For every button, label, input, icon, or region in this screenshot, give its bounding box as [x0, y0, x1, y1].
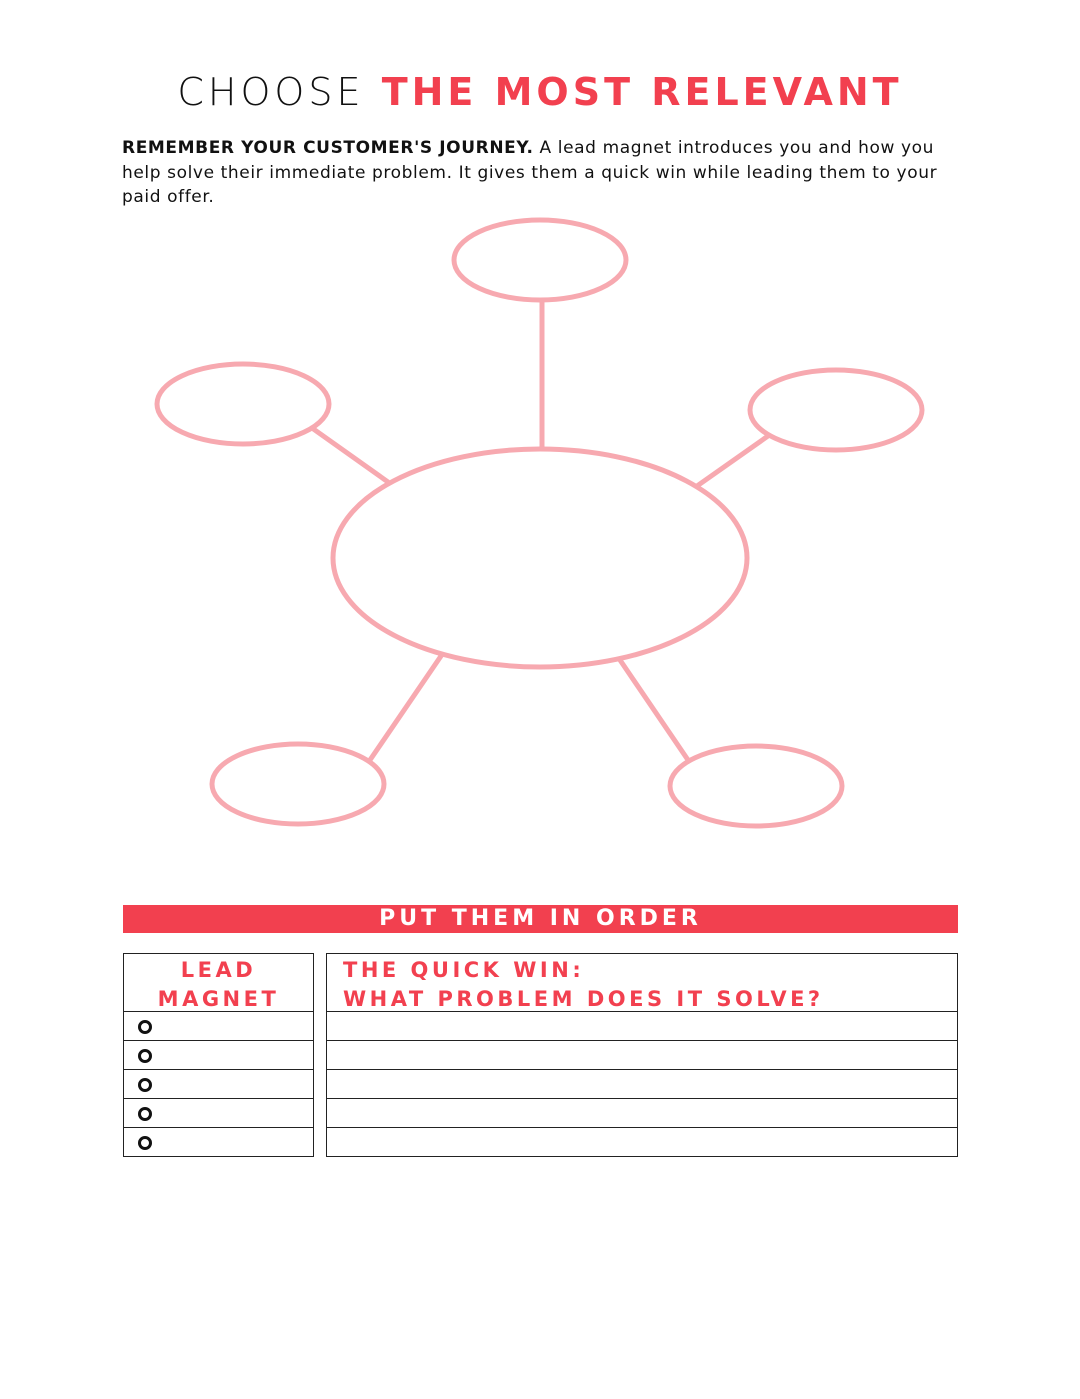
quick-win-column [326, 953, 958, 1157]
connector-bottom-right [620, 660, 688, 760]
intro-lead: REMEMBER YOUR CUSTOMER'S JOURNEY. [122, 138, 534, 158]
quick-win-row[interactable] [327, 1012, 957, 1041]
lead-magnet-header-line2: MAGNET [157, 987, 280, 1011]
circle-bullet-icon [138, 1078, 152, 1092]
bubble-top-right[interactable] [750, 370, 922, 450]
bubble-top[interactable] [454, 220, 626, 300]
circle-bullet-icon [138, 1020, 152, 1034]
circle-bullet-icon [138, 1136, 152, 1150]
page-title-light: CHOOSE [177, 70, 365, 114]
quick-win-header-line1: THE QUICK WIN: [343, 958, 585, 982]
quick-win-row[interactable] [327, 1128, 957, 1157]
bubble-top-left[interactable] [157, 364, 329, 444]
circle-bullet-icon [138, 1107, 152, 1121]
lead-magnet-row[interactable] [124, 1128, 313, 1157]
lead-magnet-header [124, 954, 313, 1012]
intro-body: A lead magnet introduces you and how you help solve their immediate problem. It gives them a quick win while leading them to your paid offer. [122, 138, 938, 207]
order-banner: PUT THEM IN ORDER [123, 905, 958, 933]
connector-bottom-left [370, 656, 441, 760]
quick-win-row[interactable] [327, 1041, 957, 1070]
page-title-highlight: THE MOST RELEVANT [381, 70, 903, 114]
quick-win-header-line2: WHAT PROBLEM DOES IT SOLVE? [343, 987, 824, 1011]
lead-magnet-row[interactable] [124, 1041, 313, 1070]
lead-magnet-row[interactable] [124, 1012, 313, 1041]
lead-magnet-row[interactable] [124, 1070, 313, 1099]
bubble-bottom-left[interactable] [212, 744, 384, 824]
connector-top-right [697, 436, 768, 486]
connector-top-left [312, 428, 388, 482]
center-bubble[interactable] [333, 449, 747, 667]
lead-magnet-column [123, 953, 314, 1157]
circle-bullet-icon [138, 1049, 152, 1063]
quick-win-header [327, 954, 957, 1012]
quick-win-row[interactable] [327, 1070, 957, 1099]
quick-win-row[interactable] [327, 1099, 957, 1128]
lead-magnet-row[interactable] [124, 1099, 313, 1128]
bubble-bottom-right[interactable] [670, 746, 842, 826]
lead-magnet-header-line1: LEAD [180, 958, 257, 982]
